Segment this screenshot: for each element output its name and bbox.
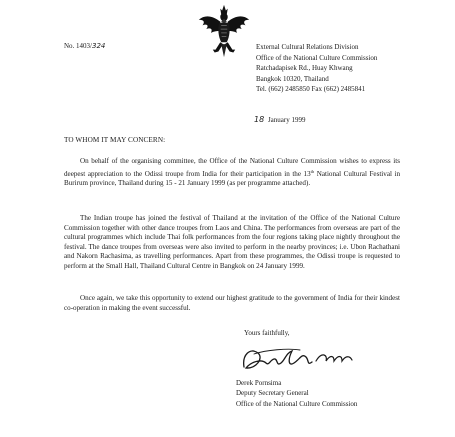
address-line: Tel. (662) 2485850 Fax (662) 2485841: [256, 85, 366, 93]
address-line: External Cultural Relations Division: [256, 43, 359, 51]
reference-number: No. 1403/324: [64, 42, 106, 50]
reference-handwritten: 324: [92, 42, 106, 50]
date-day-handwritten: 18: [254, 115, 265, 124]
signer-name: Derek Pornsima: [236, 379, 282, 387]
paragraph-3: Once again, we take this opportunity to extend our highest gratitude to the government of India for their kindest co-operation in making the event successful.: [64, 294, 400, 312]
handwritten-signature: [236, 341, 366, 377]
letter-date: [254, 115, 305, 124]
address-line: Bangkok 10320, Thailand: [256, 74, 329, 83]
paragraph-2: The Indian troupe has joined the festival of Thailand at the invitation of the Office of the National Culture Commission together with other dance troupes from Laos and China. The performances from overseas are part of the cultural programmes which include Thai folk performances from the four regions taking place nightly throughout the festival. The dance troupes from overseas were also invited to perform in the nearby provinces; i.e. Ubon Rachathani and Nakorn Rachasima, as travelling performances. Apart from these programmes, the Odissi troupe is requested to perform at the Small Hall, Thailand Cultural Centre in Bangkok on 24 January 1999.: [64, 214, 400, 270]
address-line: Ratchadapisek Rd., Huay Khwang: [256, 64, 353, 72]
salutation: TO WHOM IT MAY CONCERN:: [64, 136, 166, 144]
paragraph-1: On behalf of the organising committee, the Office of the National Culture Commission wishes to express its deepest appreciation to the Odissi troupe from India for their participation in the 13th National Cultural Festival in Burirum province, Thailand during 15 - 21 January 1999 (as per programme attached).: [64, 157, 400, 188]
signer-office: Office of the National Culture Commission: [236, 399, 358, 408]
closing: Yours faithfully,: [244, 329, 290, 337]
signer-block: [236, 378, 357, 409]
date-month-year: January 1999: [267, 116, 306, 124]
garuda-emblem-icon: [196, 3, 252, 59]
address-line: Office of the National Culture Commission: [256, 53, 378, 62]
signer-title: Deputy Secretary General: [236, 389, 309, 398]
sender-address: [256, 42, 377, 95]
